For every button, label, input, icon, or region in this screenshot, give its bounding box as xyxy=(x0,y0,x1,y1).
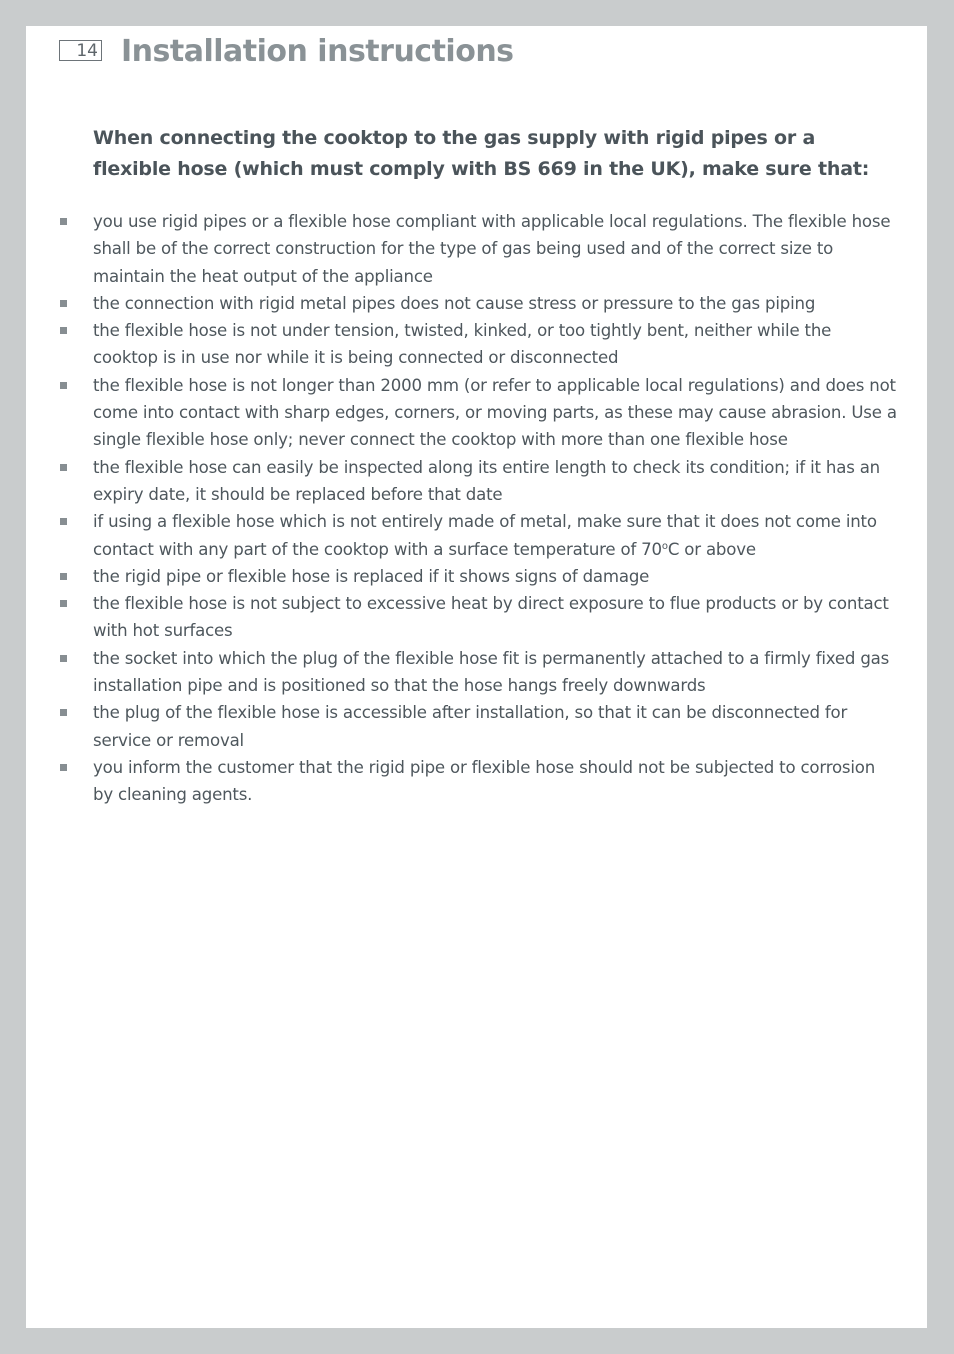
square-bullet-icon xyxy=(60,655,67,662)
list-item-text-tail: C or above xyxy=(667,539,756,559)
list-item-text: the socket into which the plug of the flexible hose fit is permanently attached to a firmly fixed gas installation pipe and is positioned so that the hose hangs freely downwards xyxy=(93,648,890,696)
list-item xyxy=(59,699,899,754)
square-bullet-icon xyxy=(60,518,67,525)
list-item xyxy=(59,208,899,290)
list-item xyxy=(59,372,899,454)
square-bullet-icon xyxy=(60,218,67,225)
list-item-text: if using a flexible hose which is not entirely made of metal, make sure that it does not come into contact with any part of the cooktop with a surface temperature of 70 xyxy=(93,512,877,559)
list-item xyxy=(59,563,899,590)
list-item-text: the rigid pipe or flexible hose is replaced if it shows signs of damage xyxy=(93,566,650,586)
page-title: Installation instructions xyxy=(121,34,514,69)
list-item-text: the plug of the flexible hose is accessible after installation, so that it can be disconnected for service or removal xyxy=(93,703,848,750)
square-bullet-icon xyxy=(60,600,67,607)
list-item xyxy=(59,645,899,700)
square-bullet-icon xyxy=(60,709,67,716)
list-item-text: you inform the customer that the rigid pipe or flexible hose should not be subjected to corrosion by cleaning agents. xyxy=(93,757,876,805)
list-item xyxy=(59,754,899,809)
list-item xyxy=(59,317,899,372)
page-number: 14 xyxy=(59,40,102,61)
list-item xyxy=(59,508,899,563)
list-item-text: the flexible hose can easily be inspected along its entire length to check its condition; if it has an expiry date, it should be replaced before that date xyxy=(93,457,880,504)
list-item-text: the flexible hose is not subject to excessive heat by direct exposure to flue products or by contact with hot surfaces xyxy=(93,594,889,641)
list-item-text: the flexible hose is not longer than 2000 mm (or refer to applicable local regulations) and does not come into contact with sharp edges, corners, or moving parts, as these may cause abrasion. Use a single flexible hose only; never connect the cooktop with more than one flexible hose xyxy=(93,375,897,450)
square-bullet-icon xyxy=(60,382,67,389)
list-item-text: you use rigid pipes or a flexible hose compliant with applicable local regulations. The flexible hose shall be of the correct construction for the type of gas being used and of the correct size to maintain the heat output of the appliance xyxy=(93,212,891,286)
list-item-text: the connection with rigid metal pipes does not cause stress or pressure to the gas piping xyxy=(93,293,816,313)
document-page xyxy=(26,26,927,1328)
square-bullet-icon xyxy=(60,300,67,307)
square-bullet-icon xyxy=(60,464,67,471)
square-bullet-icon xyxy=(60,764,67,771)
list-item xyxy=(59,454,899,509)
list-item xyxy=(59,590,899,645)
intro-paragraph: When connecting the cooktop to the gas supply with rigid pipes or a flexible hose (which must comply with BS 669 in the UK), make sure that: xyxy=(93,127,870,180)
list-item-text: the flexible hose is not under tension, twisted, kinked, or too tightly bent, neither while the cooktop is in use nor while it is being connected or disconnected xyxy=(93,321,832,368)
list-item xyxy=(59,290,899,317)
requirements-list xyxy=(59,208,899,809)
square-bullet-icon xyxy=(60,327,67,334)
degree-superscript: o xyxy=(661,540,668,552)
square-bullet-icon xyxy=(60,573,67,580)
